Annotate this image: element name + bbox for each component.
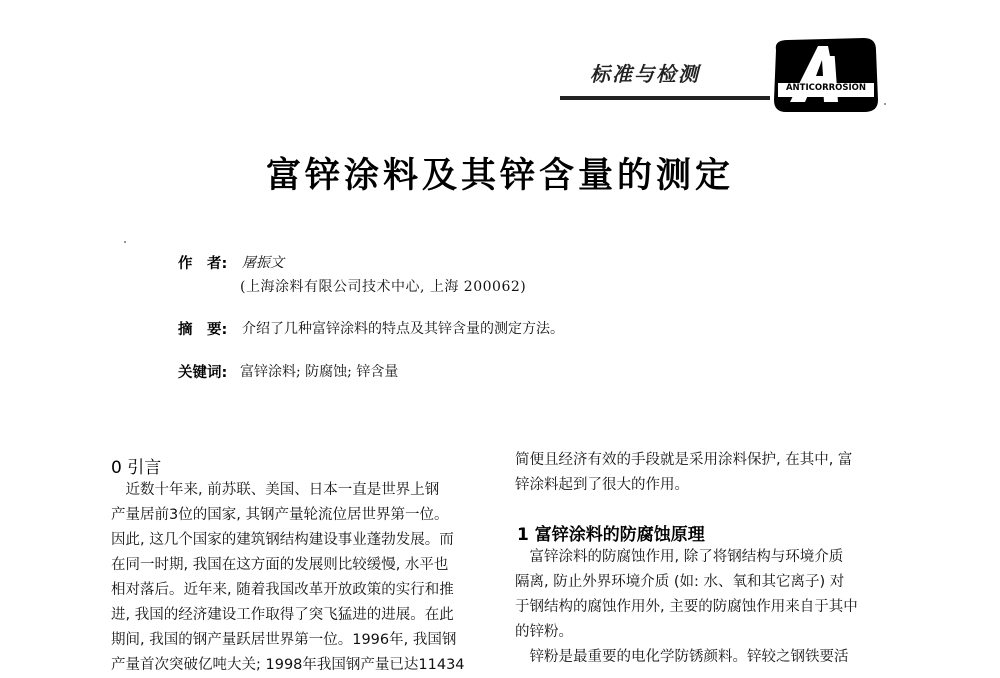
text-line: 期间, 我国的钢产量跃居世界第一位。1996年, 我国钢: [111, 632, 457, 648]
text-line: 简便且经济有效的手段就是采用涂料保护, 在其中, 富: [515, 452, 853, 468]
author-name: 屠振文: [242, 255, 284, 271]
paper-title: 富锌涂料及其锌含量的测定: [265, 156, 734, 196]
text-line: 产量居前3位的国家, 其钢产量轮流位居世界第一位。: [111, 507, 449, 523]
header-rule: [560, 96, 770, 100]
text-line: 因此, 这几个国家的建筑钢结构建设事业蓬勃发展。而: [111, 532, 454, 548]
text-line: 相对落后。近年来, 随着我国改革开放政策的实行和推: [111, 582, 454, 598]
author-affiliation: (上海涂料有限公司技术中心, 上海 200062): [240, 279, 527, 295]
scan-speck: [884, 103, 886, 105]
keywords-text: 富锌涂料; 防腐蚀; 锌含量: [240, 364, 399, 380]
author-label: 作 者:: [178, 256, 228, 272]
body-column-right: [515, 545, 887, 670]
keywords-label: 关键词:: [178, 365, 228, 381]
abstract-text: 介绍了几种富锌涂料的特点及其锌含量的测定方法。: [242, 321, 564, 337]
text-line: 锌粉是最重要的电化学防锈颜料。锌较之钢铁要活: [515, 649, 849, 665]
scan-speck: [124, 241, 126, 243]
abstract-label: 摘 要:: [178, 322, 228, 338]
text-line: 近数十年来, 前苏联、美国、日本一直是世界上钢: [111, 482, 440, 498]
anticorrosion-logo: [768, 36, 880, 116]
body-column-left: [111, 478, 483, 678]
text-line: 隔离, 防止外界环境介质 (如: 水、氧和其它离子) 对: [515, 574, 845, 590]
section-heading-introduction: 0 引言: [111, 458, 162, 478]
text-line: 产量首次突破亿吨大关; 1998年我国钢产量已达11434: [111, 657, 465, 673]
logo-text: ANTICORROSION: [778, 83, 874, 97]
text-line: 于钢结构的腐蚀作用外, 主要的防腐蚀作用来自于其中: [515, 599, 858, 615]
section-heading-principle: 1 富锌涂料的防腐蚀原理: [517, 525, 705, 545]
section-label: 标准与检测: [590, 62, 700, 86]
text-line: 进, 我国的经济建设工作取得了突飞猛进的进展。在此: [111, 607, 454, 623]
text-line: 富锌涂料的防腐蚀作用, 除了将钢结构与环境介质: [515, 549, 844, 565]
text-line: 的锌粉。: [515, 624, 573, 640]
body-column-right-top: [515, 448, 887, 498]
text-line: 锌涂料起到了很大的作用。: [515, 477, 689, 493]
text-line: 在同一时期, 我国在这方面的发展则比较缓慢, 水平也: [111, 557, 449, 573]
